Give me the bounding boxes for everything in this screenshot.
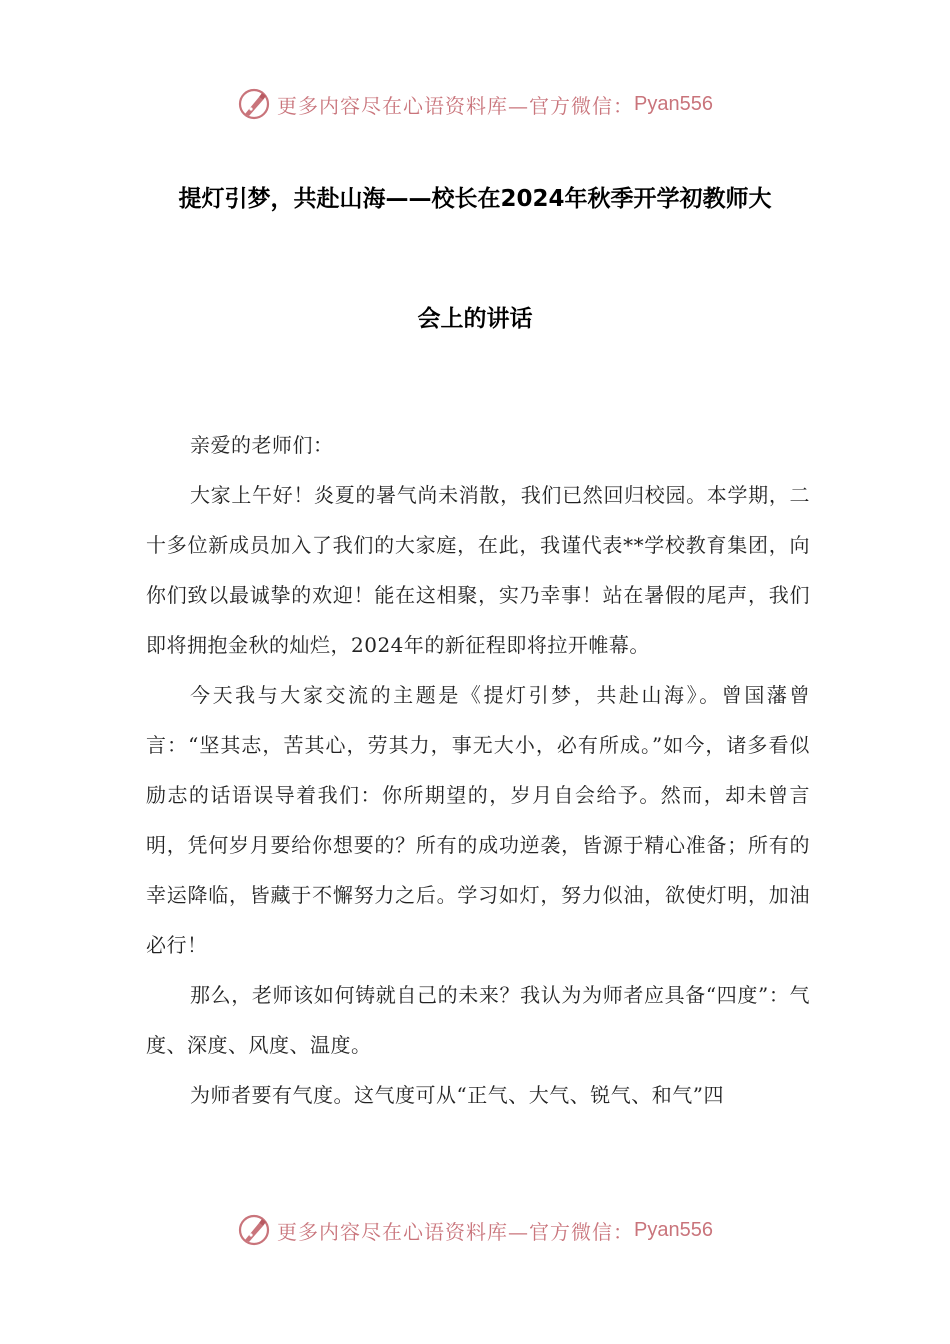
page-title-line-2: 会上的讲话 <box>417 306 533 332</box>
paragraph: 今天我与大家交流的主题是《提灯引梦，共赴山海》。曾国藩曾言：“坚其志，苦其心，劳其力，事无大小，必有所成。”如今，诸多看似励志的话语误导着我们：你所期望的，岁月自会给予。然而，却未曾言明，凭何岁月要给你想要的？所有的成功逆袭，皆源于精心准备；所有的幸运降临，皆藏于不懈努力之后。学习如灯，努力似油，欲使灯明，加油必行！ <box>146 683 810 957</box>
paragraph-greeting: 亲爱的老师们： <box>190 433 334 457</box>
pen-nib-logo-icon <box>237 87 271 121</box>
banner-text: 更多内容尽在心语资料库—官方微信： <box>277 93 635 118</box>
pen-nib-logo-icon <box>237 1213 271 1247</box>
page-title-line-1: 提灯引梦，共赴山海——校长在2024年秋季开学初教师大 <box>178 186 772 212</box>
banner-text: 更多内容尽在心语资料库—官方微信： <box>277 1219 635 1244</box>
document-body <box>146 420 810 1120</box>
wechat-id: Pyan556 <box>634 92 713 115</box>
paragraph: 大家上午好！炎夏的暑气尚未消散，我们已然回归校园。本学期，二十多位新成员加入了我们的大家庭，在此，我谨代表**学校教育集团，向你们致以最诚挚的欢迎！能在这相聚，实乃幸事！站在暑假的尾声，我们即将拥抱金秋的灿烂，2024年的新征程即将拉开帷幕。 <box>146 483 810 657</box>
paragraph: 为师者要有气度。这气度可从“正气、大气、锐气、和气”四 <box>190 1083 724 1107</box>
header-banner <box>0 84 950 124</box>
paragraph: 那么，老师该如何铸就自己的未来？我认为为师者应具备“四度”：气度、深度、风度、温度。 <box>146 983 810 1057</box>
wechat-id: Pyan556 <box>634 1218 713 1241</box>
footer-banner <box>0 1210 950 1250</box>
